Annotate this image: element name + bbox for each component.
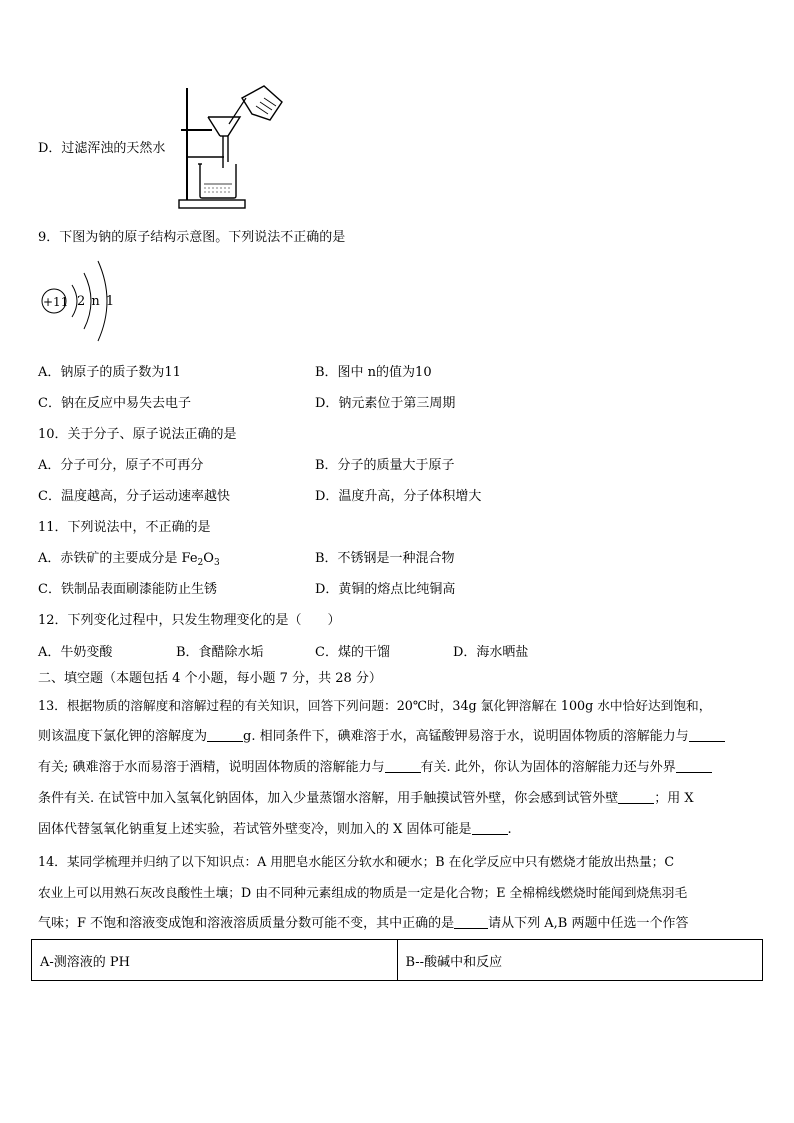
shell-electrons-label: 2 n 1 [77, 294, 115, 309]
blank-factor3 [676, 760, 712, 773]
q13-line4: 条件有关. 在试管中加入氢氧化钠固体，加入少量蒸馏水溶解，用手触摸试管外壁，你会感到试管外壁 ；用 X [38, 791, 694, 806]
receiving-beaker [200, 164, 236, 198]
blank-correct [454, 916, 488, 929]
q9-option-d: D．钠元素位于第三周期 [315, 396, 456, 411]
q9-option-a: A．钠原子的质子数为11 [38, 365, 181, 380]
stand-base [179, 200, 245, 208]
q14-line1: 14．某同学梳理并归纳了以下知识点：A 用肥皂水能区分软水和硬水；B 在化学反应中只有燃烧才能放出热量；C [38, 854, 675, 869]
section2-heading: 二、填空题（本题包括 4 个小题，每小题 7 分，共 28 分） [38, 671, 382, 686]
q12-option-b: B．食醋除水垢 [176, 645, 264, 660]
choice-a-cell: A-测溶液的 PH [32, 940, 398, 981]
q9-option-c: C．钠在反应中易失去电子 [38, 396, 191, 411]
q10-option-a: A．分子可分，原子不可再分 [38, 458, 204, 473]
q10-option-d: D．温度升高，分子体积增大 [315, 489, 482, 504]
filtration-apparatus-figure [176, 84, 284, 212]
q10-stem: 10．关于分子、原子说法正确的是 [38, 427, 237, 442]
choice-b-cell: B--酸碱中和反应 [397, 940, 763, 981]
q10-option-c: C．温度越高，分子运动速率越快 [38, 489, 230, 504]
q9-stem: 9．下图为钠的原子结构示意图。下列说法不正确的是 [38, 230, 346, 245]
q9-option-b: B．图中 n的值为10 [315, 365, 432, 380]
q12-option-d: D．海水晒盐 [453, 645, 529, 660]
q11-option-a: A．赤铁矿的主要成分是 $Fe_2O_3$ [38, 551, 220, 568]
q14-line2: 农业上可以用熟石灰改良酸性土壤；D 由不同种元素组成的物质是一定是化合物；E 全棉棉线燃烧时能闻到烧焦羽毛 [38, 885, 688, 900]
q13-line1: 13．根据物质的溶解度和溶解过程的有关知识，回答下列问题：20℃时，34g 氯化钾溶解在 100g 水中恰好达到饱和， [38, 698, 712, 713]
q12-option-c: C．煤的干馏 [315, 645, 390, 660]
blank-factor2 [385, 760, 421, 773]
blank-solid-x [472, 822, 508, 835]
q11-option-d: D．黄铜的熔点比纯铜高 [315, 582, 456, 597]
blank-temperature [618, 791, 654, 804]
q11-stem: 11．下列说法中，不正确的是 [38, 520, 211, 535]
blank-factor1 [689, 729, 725, 742]
q13-line5: 固体代替氢氧化钠重复上述实验，若试管外壁变冷，则加入的 X 固体可能是 . [38, 822, 512, 837]
q13-line3: 有关; 碘难溶于水而易溶于酒精，说明固体物质的溶解能力与 有关. 此外，你认为固体的溶解能力还与外界 [38, 760, 712, 776]
blank-solubility [207, 729, 243, 742]
q11-option-c: C．铁制品表面刷漆能防止生锈 [38, 582, 217, 597]
funnel [208, 117, 240, 162]
sodium-atom-diagram [40, 255, 160, 345]
q10-option-b: B．分子的质量大于原子 [315, 458, 455, 473]
choice-table [31, 939, 763, 981]
q14-line3: 气味；F 不饱和溶液变成饱和溶液溶质质量分数可能不变，其中正确的是 请从下列 A,B 两题中任选一个作答 [38, 916, 689, 931]
q11-option-b: B．不锈钢是一种混合物 [315, 551, 455, 566]
q12-stem: 12．下列变化过程中，只发生物理变化的是（ ） [38, 613, 341, 628]
q8-option-d: D．过滤浑浊的天然水 [38, 141, 166, 156]
q13-line2: 则该温度下氯化钾的溶解度为 g. 相同条件下，碘难溶于水，高锰酸钾易溶于水，说明固体物质的溶解能力与 [38, 729, 725, 745]
q12-option-a: A．牛奶变酸 [38, 645, 113, 660]
nucleus-label: +11 [43, 295, 69, 309]
